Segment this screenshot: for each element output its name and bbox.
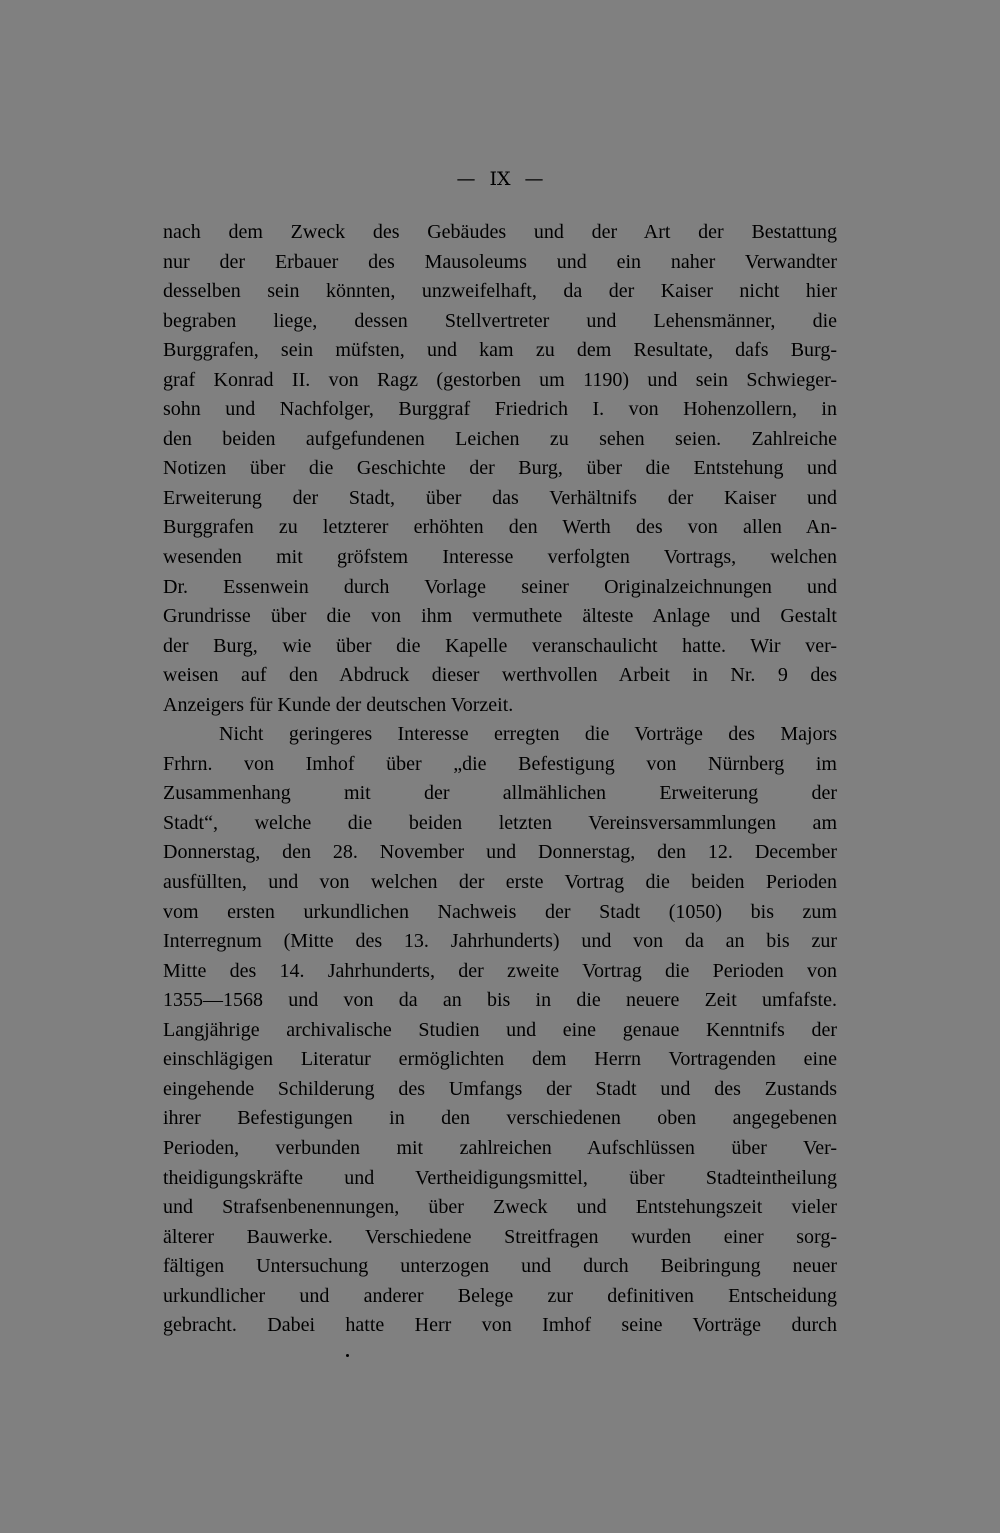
text-line: Anzeigers für Kunde der deutschen Vorzeit.	[163, 693, 514, 716]
print-speck	[346, 1354, 349, 1357]
text-line: sohn und Nachfolger, Burggraf Friedrich I. von Hohenzollern, in	[163, 398, 837, 421]
text-line: Burggrafen zu letzterer erhöhten den Werth des von allen An-	[163, 516, 837, 539]
text-line: nach dem Zweck des Gebäudes und der Art der Bestattung	[163, 221, 837, 243]
text-line: ausfüllten, und von welchen der erste Vortrag die beiden Perioden	[163, 871, 837, 894]
text-line: Perioden, verbunden mit zahlreichen Aufschlüssen über Ver-	[163, 1136, 837, 1159]
text-line: 1355—1568 und von da an bis in die neuere Zeit umfafste.	[163, 989, 837, 1012]
text-line: älterer Bauwerke. Verschiedene Streitfragen wurden einer sorg-	[163, 1225, 837, 1248]
text-line: Stadt“, welche die beiden letzten Vereinsversammlungen am	[163, 811, 837, 834]
text-line: der Burg, wie über die Kapelle veranschaulicht hatte. Wir ver-	[163, 634, 837, 657]
text-line: einschlägigen Literatur ermöglichten dem Herrn Vortragenden eine	[163, 1048, 837, 1071]
page-number-header: — IX —	[456, 168, 544, 190]
text-line: Burggrafen, sein müfsten, und kam zu dem Resultate, dafs Burg-	[163, 339, 837, 362]
text-line: Notizen über die Geschichte der Burg, über die Entstehung und	[163, 457, 837, 480]
text-line: den beiden aufgefundenen Leichen zu sehen seien. Zahlreiche	[163, 427, 837, 450]
text-line: Grundrisse über die von ihm vermuthete älteste Anlage und Gestalt	[163, 605, 837, 628]
text-line: fältigen Untersuchung unterzogen und durch Beibringung neuer	[163, 1255, 837, 1278]
text-line: theidigungskräfte und Vertheidigungsmittel, über Stadteintheilung	[163, 1166, 837, 1189]
text-line: Erweiterung der Stadt, über das Verhältnifs der Kaiser und	[163, 486, 837, 509]
text-line: graf Konrad II. von Ragz (gestorben um 1190) und sein Schwieger-	[163, 368, 837, 391]
text-line: Frhrn. von Imhof über „die Befestigung von Nürnberg im	[163, 752, 837, 775]
text-line: ihrer Befestigungen in den verschiedenen oben angegebenen	[163, 1107, 837, 1130]
text-line: Donnerstag, den 28. November und Donnerstag, den 12. December	[163, 841, 837, 864]
text-line: nur der Erbauer des Mausoleums und ein naher Verwandter	[163, 250, 837, 273]
text-line: begraben liege, dessen Stellvertreter und Lehensmänner, die	[163, 309, 837, 332]
text-line: desselben sein könnten, unzweifelhaft, da der Kaiser nicht hier	[163, 280, 837, 303]
body-text	[163, 218, 837, 1341]
text-line: Mitte des 14. Jahrhunderts, der zweite Vortrag die Perioden von	[163, 959, 837, 982]
text-line: wesenden mit gröfstem Interesse verfolgten Vortrags, welchen	[163, 546, 837, 569]
text-line: urkundlicher und anderer Belege zur definitiven Entscheidung	[163, 1284, 837, 1307]
text-line: eingehende Schilderung des Umfangs der Stadt und des Zustands	[163, 1077, 837, 1100]
text-line: Interregnum (Mitte des 13. Jahrhunderts) und von da an bis zur	[163, 930, 837, 953]
text-line: gebracht. Dabei hatte Herr von Imhof seine Vorträge durch	[163, 1314, 837, 1337]
text-line: und Strafsenbenennungen, über Zweck und Entstehungszeit vieler	[163, 1196, 837, 1219]
text-line: Dr. Essenwein durch Vorlage seiner Originalzeichnungen und	[163, 575, 837, 598]
text-line: Nicht geringeres Interesse erregten die Vorträge des Majors	[219, 723, 837, 746]
text-line: vom ersten urkundlichen Nachweis der Stadt (1050) bis zum	[163, 900, 837, 923]
text-line: Langjährige archivalische Studien und eine genaue Kenntnifs der	[163, 1018, 837, 1041]
text-line: weisen auf den Abdruck dieser werthvollen Arbeit in Nr. 9 des	[163, 664, 837, 687]
text-line: Zusammenhang mit der allmählichen Erweiterung der	[163, 782, 837, 805]
